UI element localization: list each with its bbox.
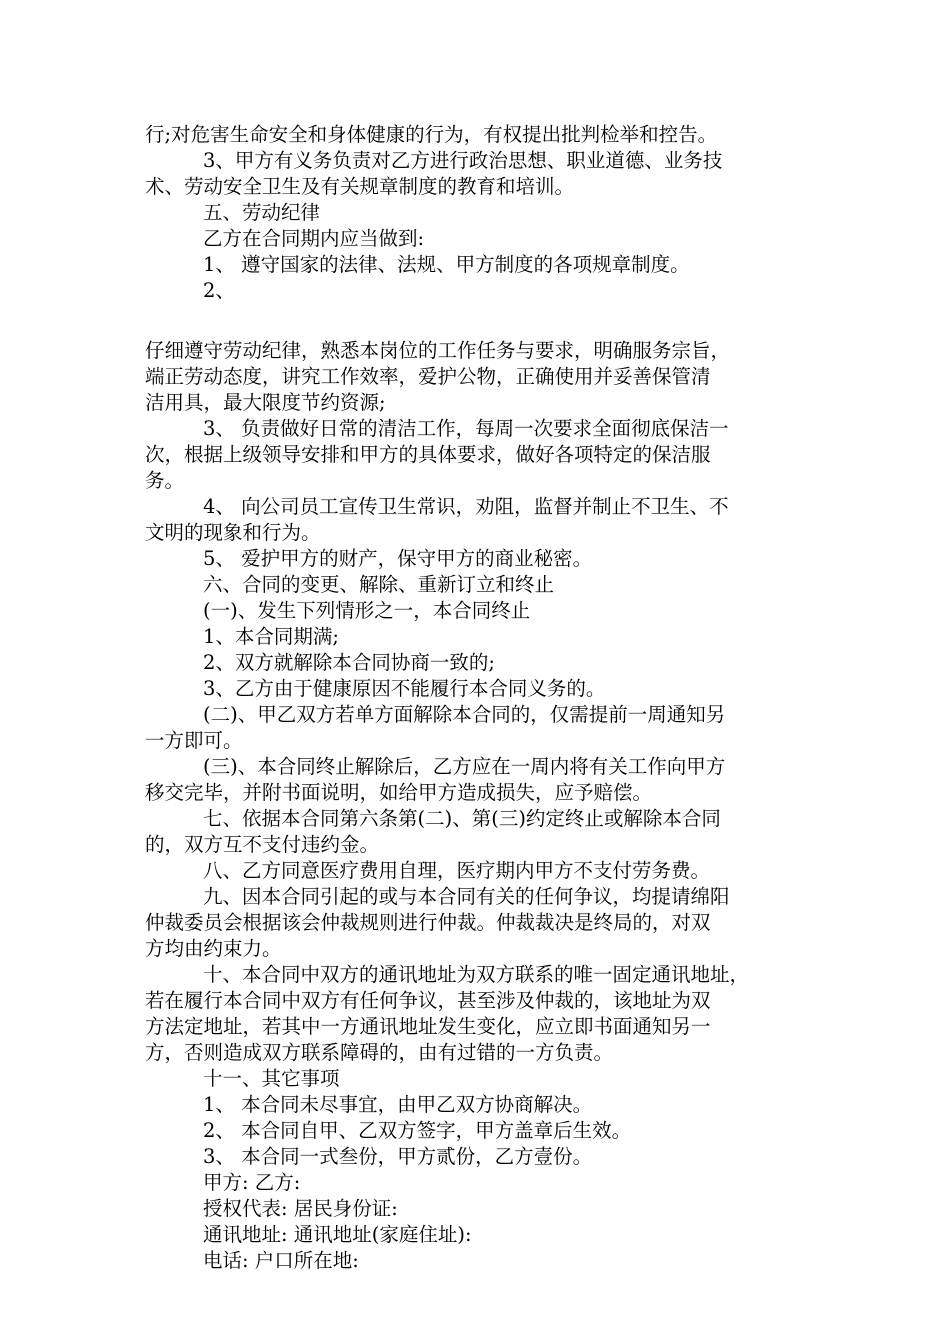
text-line: 务。 — [145, 469, 185, 492]
text-line: 通讯地址: 通讯地址(家庭住址): — [203, 1223, 472, 1246]
text-line: (三)、本合同终止解除后，乙方应在一周内将有关工作向甲方 — [203, 755, 726, 778]
text-line: 端正劳动态度，讲究工作效率，爱护公物，正确使用并妥善保管清 — [145, 365, 711, 388]
text-line: 七、依据本合同第六条第(二)、第(三)约定终止或解除本合同 — [203, 807, 721, 830]
contract-page — [145, 122, 815, 1274]
text-line: 1、本合同期满; — [203, 625, 339, 648]
text-line: 移交完毕，并附书面说明，如给甲方造成损失，应予赔偿。 — [145, 781, 653, 804]
text-line: 甲方: 乙方: — [203, 1171, 301, 1194]
text-line: 一方即可。 — [145, 729, 243, 752]
text-line: 十、本合同中双方的通讯地址为双方联系的唯一固定通讯地址， — [203, 963, 750, 986]
text-line: 方法定地址，若其中一方通讯地址发生变化，应立即书面通知另一 — [145, 1015, 711, 1038]
text-line: 八、乙方同意医疗费用自理，医疗期内甲方不支付劳务费。 — [203, 859, 711, 882]
text-line: 3、 本合同一式叁份，甲方贰份，乙方壹份。 — [203, 1145, 593, 1168]
text-line: 仲裁委员会根据该会仲裁规则进行仲裁。仲裁裁决是终局的，对双 — [145, 911, 711, 934]
text-line: (二)、甲乙双方若单方面解除本合同的，仅需提前一周通知另 — [203, 703, 726, 726]
text-line: 的，双方互不支付违约金。 — [145, 833, 380, 856]
text-line: 仔细遵守劳动纪律，熟悉本岗位的工作任务与要求，明确服务宗旨， — [145, 339, 731, 362]
text-line: 3、乙方由于健康原因不能履行本合同义务的。 — [203, 677, 606, 700]
text-line: 洁用具，最大限度节约资源; — [145, 391, 386, 414]
text-line: 九、因本合同引起的或与本合同有关的任何争议，均提请绵阳 — [203, 885, 730, 908]
text-line: 1、 遵守国家的法律、法规、甲方制度的各项规章制度。 — [203, 253, 690, 276]
text-line: 2、 — [203, 279, 235, 302]
text-line: 五、劳动纪律 — [203, 201, 321, 224]
text-line: 若在履行本合同中双方有任何争议，甚至涉及仲裁的，该地址为双 — [145, 989, 711, 1012]
text-line: (一)、发生下列情形之一，本合同终止 — [203, 599, 531, 622]
text-line: 3、甲方有义务负责对乙方进行政治思想、职业道德、业务技 — [203, 149, 723, 172]
text-line: 方，否则造成双方联系障碍的，由有过错的一方负责。 — [145, 1041, 614, 1064]
text-line: 2、 本合同自甲、乙双方签字，甲方盖章后生效。 — [203, 1119, 632, 1142]
text-line: 行;对危害生命安全和身体健康的行为，有权提出批判检举和控告。 — [145, 123, 718, 146]
text-line: 术、劳动安全卫生及有关规章制度的教育和培训。 — [145, 175, 575, 198]
text-line: 方均由约束力。 — [145, 937, 282, 960]
text-line: 六、合同的变更、解除、重新订立和终止 — [203, 573, 555, 596]
text-line: 4、 向公司员工宣传卫生常识，劝阻，监督并制止不卫生、不 — [203, 495, 729, 518]
text-line: 十一、其它事项 — [203, 1067, 340, 1090]
text-line: 2、双方就解除本合同协商一致的; — [203, 651, 495, 674]
blank-gap — [145, 304, 815, 338]
text-line: 3、 负责做好日常的清洁工作，每周一次要求全面彻底保洁一 — [203, 417, 729, 440]
text-line: 电话: 户口所在地: — [203, 1249, 359, 1272]
text-line: 5、 爱护甲方的财产，保守甲方的商业秘密。 — [203, 547, 593, 570]
text-line: 乙方在合同期内应当做到: — [203, 227, 425, 250]
text-line: 次，根据上级领导安排和甲方的具体要求，做好各项特定的保洁服 — [145, 443, 711, 466]
text-line: 1、 本合同未尽事宜，由甲乙双方协商解决。 — [203, 1093, 593, 1116]
text-line: 文明的现象和行为。 — [145, 521, 321, 544]
text-line: 授权代表: 居民身份证: — [203, 1197, 398, 1220]
